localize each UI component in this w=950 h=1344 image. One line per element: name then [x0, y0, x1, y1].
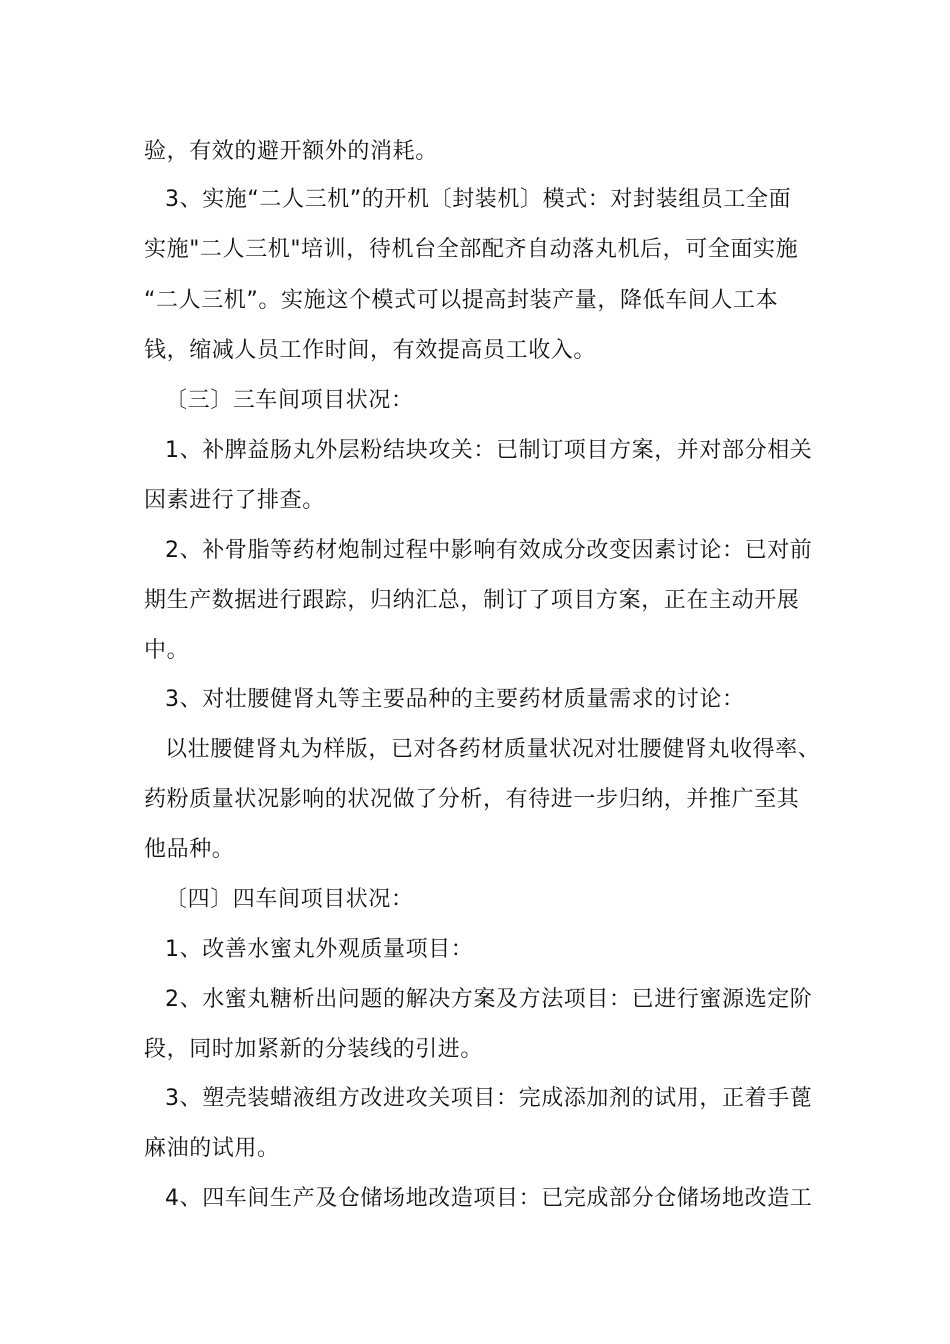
paragraph-line: 3、塑壳装蜡液组方改进攻关项目：完成添加剂的试用，正着手蓖: [165, 1086, 813, 1111]
paragraph-line: 钱，缩减人员工作时间，有效提高员工收入。: [144, 338, 597, 363]
paragraph-line: 麻油的试用。: [144, 1136, 280, 1161]
paragraph-line: 4、四车间生产及仓储场地改造项目：已完成部分仓储场地改造工: [165, 1186, 813, 1211]
paragraph-line: 1、改善水蜜丸外观质量项目：: [165, 937, 474, 962]
paragraph-line: 3、实施“二人三机”的开机〔封装机〕模式：对封装组员工全面: [165, 187, 792, 212]
paragraph-line: 实施"二人三机"培训，待机台全部配齐自动落丸机后，可全面实施: [144, 237, 799, 262]
paragraph-line: 3、对壮腰健肾丸等主要品种的主要药材质量需求的讨论：: [165, 687, 745, 712]
paragraph-line: 他品种。: [144, 837, 235, 862]
paragraph-line: 药粉质量状况影响的状况做了分析，有待进一步归纳，并推广至其: [144, 787, 800, 812]
section-heading: 〔四〕四车间项目状况：: [165, 887, 414, 912]
paragraph-line: 验，有效的避开额外的消耗。: [144, 139, 438, 164]
paragraph-line: 2、水蜜丸糖析出问题的解决方案及方法项目：已进行蜜源选定阶: [165, 987, 813, 1012]
paragraph-line: 中。: [144, 638, 190, 663]
paragraph-line: 段，同时加紧新的分装线的引进。: [144, 1037, 484, 1062]
paragraph-line: 以壮腰健肾丸为样版，已对各药材质量状况对壮腰健肾丸收得率、: [165, 737, 821, 762]
paragraph-line: 因素进行了排查。: [144, 488, 325, 513]
paragraph-line: 2、补骨脂等药材炮制过程中影响有效成分改变因素讨论：已对前: [165, 538, 813, 563]
paragraph-line: “二人三机”。实施这个模式可以提高封装产量，降低车间人工本: [144, 288, 779, 313]
paragraph-line: 期生产数据进行跟踪，归纳汇总，制订了项目方案，正在主动开展: [144, 588, 800, 613]
section-heading: 〔三〕三车间项目状况：: [165, 388, 414, 413]
paragraph-line: 1、补脾益肠丸外层粉结块攻关：已制订项目方案，并对部分相关: [165, 438, 813, 463]
